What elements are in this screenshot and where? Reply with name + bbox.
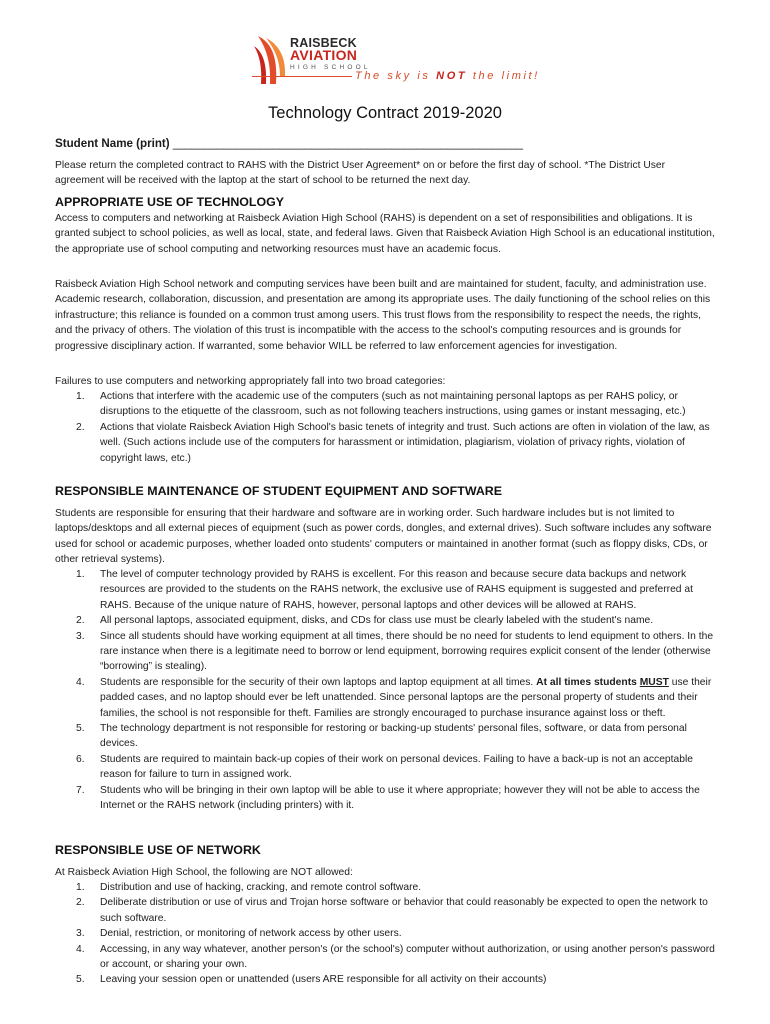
section1-paragraph-2: Raisbeck Aviation High School network and computing services have been built and are maintained for student, faculty, and administration use. Academic research, collaboration, discussion, and presentation are among its appropriate uses. The daily functioning of the school relies on this infrastructure; this reliance is founded on a common trust among users. This trust flows from the responsibility to respect the needs, the rights, and the privacy of others. The violation of this trust is incompatible with the access to the school's computing resources and is grounds for progressive disciplinary action. If warranted, some behavior WILL be referred to law enforcement agencies for investigation. (55, 279, 711, 352)
intro-paragraph: Please return the completed contract to RAHS with the District User Agreement* on or before the first day of school. *The District User agreement will be received with the laptop at the start of school to be returned the next day. (55, 160, 666, 187)
logo-name-line2: AVIATION (290, 47, 358, 63)
aviation-logo-icon (252, 34, 292, 88)
student-name-field[interactable] (55, 137, 523, 150)
student-name-line[interactable]: ________________________________________________________ (172, 137, 523, 150)
section1-paragraph-3: Failures to use computers and networking appropriately fall into two broad categories: (55, 376, 446, 387)
logo-name-line1: RAISBECK (290, 36, 357, 50)
list-item: 4. Students are responsible for the security of their own laptops and laptop equipment at all times. At all times students MUST use their padded cases, and no laptop should ever be left unattended. Since personal laptops are the personal property of students and their families, the school is not responsible for theft. Families are strongly encouraged to purchase insurance against loss or theft. (76, 676, 712, 719)
list-item: 2. Deliberate distribution or use of virus and Trojan horse software or behavior that could reasonably be expected to open the network to such software. (76, 897, 708, 924)
section-heading-appropriate-use: APPROPRIATE USE OF TECHNOLOGY (55, 195, 285, 209)
logo-divider (252, 76, 352, 77)
section3-list (55, 880, 717, 988)
list-item: 6. Students are required to maintain back-up copies of their work on personal devices. Failing to have a back-up is not an acceptable reason for failure to turn in assigned work. (76, 753, 693, 781)
list-item: 4. Accessing, in any way whatever, another person's (or the school's) computer without authorization, or using another person's password or account, or sharing your own. (76, 943, 715, 971)
school-logo (252, 34, 542, 90)
section3-paragraph-1: At Raisbeck Aviation High School, the following are NOT allowed: (55, 867, 353, 878)
list-item: 2. Actions that violate Raisbeck Aviation High School's basic tenets of integrity and trust. Such actions are often in violation of the law, as well. (Such actions include use of the computers for harassment or intimidation, plagiarism, violation of privacy rights, violation of copyright laws, etc.) (76, 421, 710, 464)
page-title: Technology Contract 2019-2020 (268, 104, 502, 122)
section-heading-maintenance: RESPONSIBLE MAINTENANCE OF STUDENT EQUIPMENT AND SOFTWARE (55, 484, 502, 498)
list-item: 3. Since all students should have working equipment at all times, there should be no need for students to lend equipment to others. In the rare instance when there is a legitimate need to borrow or lend equipment, borrowing requires explicit consent of the lender (otherwise “borrowing” is stealing). (76, 630, 714, 673)
student-name-label: Student Name (print) (55, 137, 170, 150)
logo-subtitle: HIGH SCHOOL (290, 64, 371, 71)
section1-paragraph-1: Access to computers and networking at Raisbeck Aviation High School (RAHS) is dependent on a set of responsibilities and obligations. It is granted subject to school policies, as well as local, state, and federal laws. Given that Raisbeck Aviation High School is an educational institution, the appropriate use of school computing and networking resources must have an academic focus. (55, 213, 715, 255)
section1-list (55, 389, 717, 466)
list-item: 1. Distribution and use of hacking, cracking, and remote control software. (76, 882, 422, 893)
list-item: 7. Students who will be bringing in their own laptop will be able to use it where appropriate; however they will not be able to access the Internet or the RAHS network (including printers) with it. (76, 784, 700, 812)
section-heading-network: RESPONSIBLE USE OF NETWORK (55, 843, 261, 857)
list-item: 5. The technology department is not responsible for restoring or backing-up students' personal files, software, or data from personal devices. (76, 723, 687, 750)
list-item: 5. Leaving your session open or unattended (users ARE responsible for all activity on their accounts) (76, 974, 547, 986)
list-item: 3. Denial, restriction, or monitoring of network access by other users. (76, 928, 402, 940)
section2-paragraph-1: Students are responsible for ensuring that their hardware and software are in working order. Such hardware includes but is not limited to laptops/desktops and all external pieces of equipment (such as power cords, dongles, and external drives). Such software includes any software used for school or academic purposes, whether loaded onto students' computers or maintained in another format (such as floppy disks, CDs, or other retrieval systems). (55, 508, 712, 566)
list-item: 1. The level of computer technology provided by RAHS is excellent. For this reason and because secure data backups and network resources are provided to the students on the RAHS network, the exclusive use of RAHS equipment is suggested and preferred at RAHS. Because of the unique nature of RAHS, however, personal laptops and other devices will be allowed at RAHS. (76, 569, 693, 611)
section2-list (55, 567, 717, 814)
list-item: 2. All personal laptops, associated equipment, disks, and CDs for class use must be clearly labeled with the student's name. (76, 615, 654, 627)
logo-tagline: The sky is NOT the limit! (355, 70, 540, 82)
list-item: 1. Actions that interfere with the academic use of the computers (such as not maintaining personal laptops as per RAHS policy, or disruptions to the etiquette of the classroom, such as not following teachers instructions, using games or instant messaging, etc.) (76, 391, 686, 418)
